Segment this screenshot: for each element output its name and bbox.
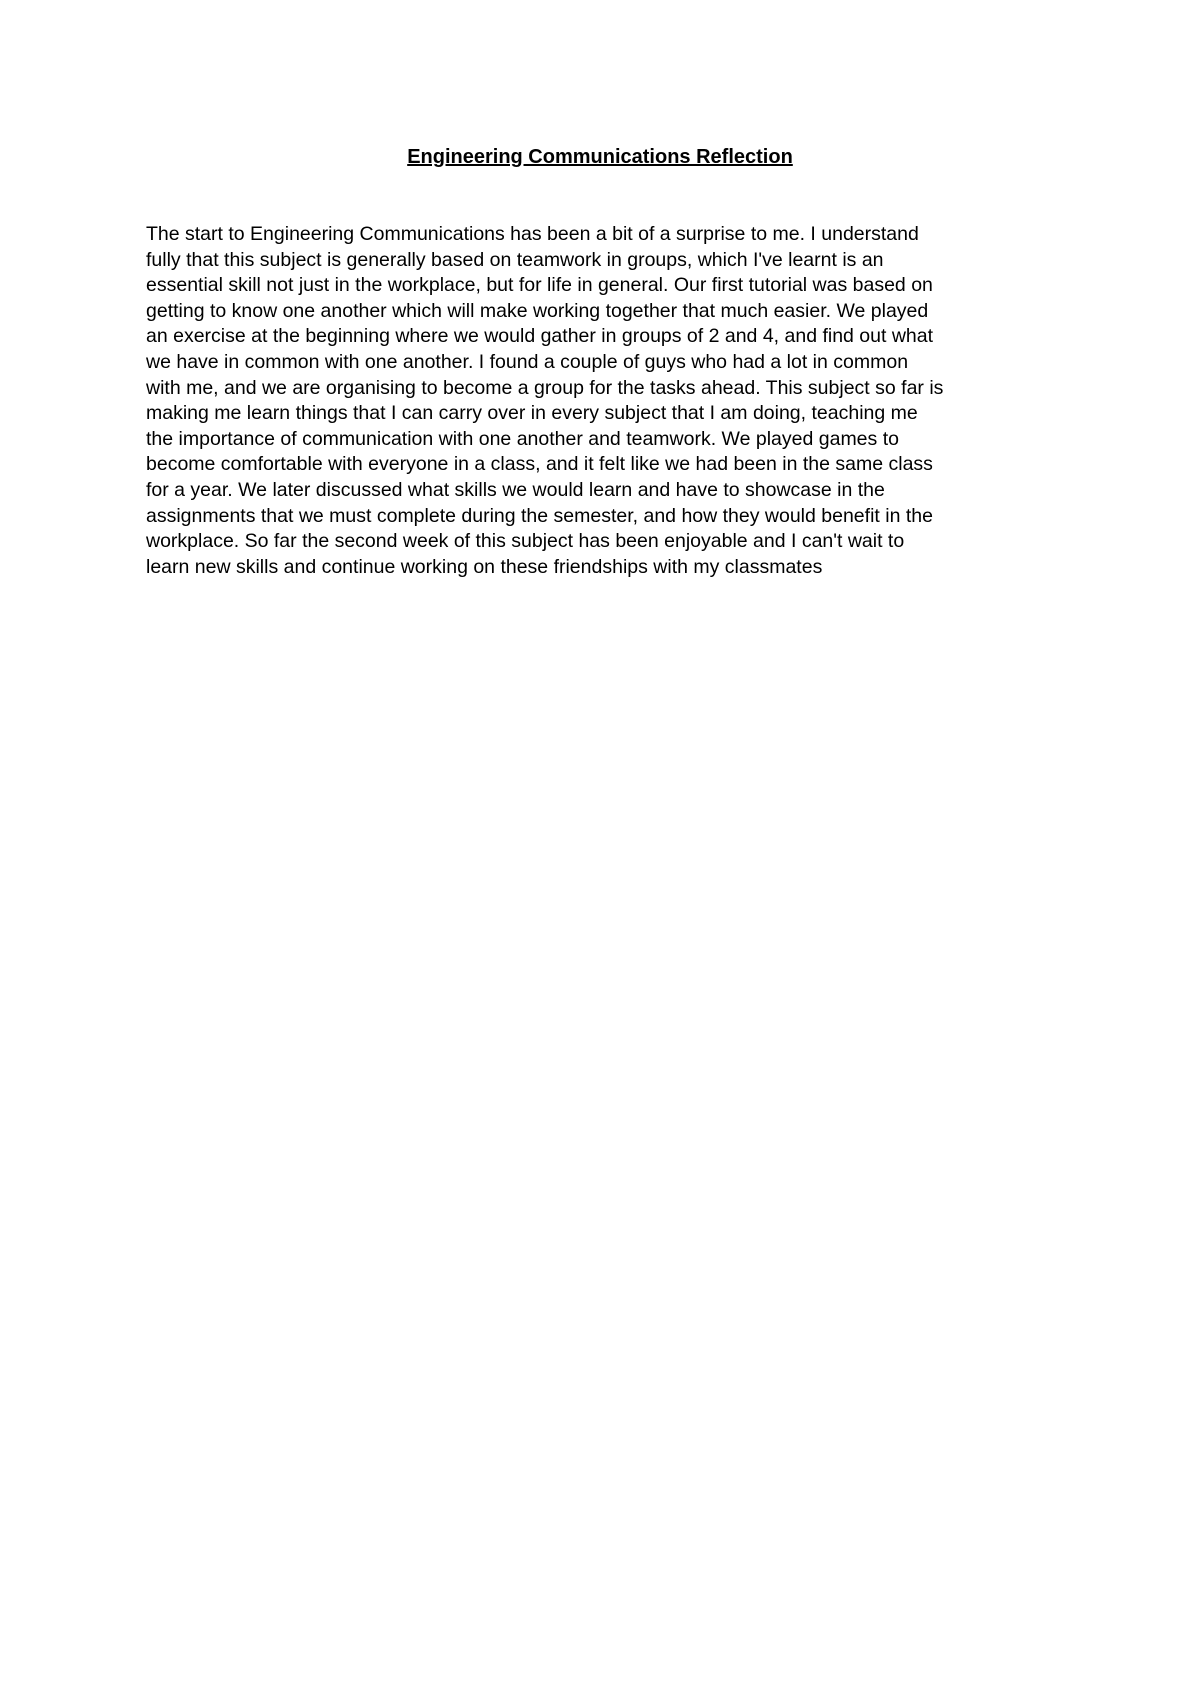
body-line: getting to know one another which will make working together that much easier. We played xyxy=(146,299,929,322)
body-line: fully that this subject is generally based on teamwork in groups, which I've learnt is an xyxy=(146,248,884,271)
body-line: with me, and we are organising to become a group for the tasks ahead. This subject so far is xyxy=(146,376,944,399)
body-line: making me learn things that I can carry over in every subject that I am doing, teaching me xyxy=(146,402,918,425)
body-line: the importance of communication with one another and teamwork. We played games to xyxy=(146,427,899,450)
document-title: Engineering Communications Reflection xyxy=(407,146,793,168)
body-line: become comfortable with everyone in a class, and it felt like we had been in the same class xyxy=(146,453,933,476)
body-line: for a year. We later discussed what skills we would learn and have to showcase in the xyxy=(146,478,885,501)
body-line: The start to Engineering Communications has been a bit of a surprise to me. I understand xyxy=(146,223,919,245)
document-body xyxy=(146,222,1086,580)
body-line: an exercise at the beginning where we would gather in groups of 2 and 4, and find out what xyxy=(146,325,934,348)
body-line: learn new skills and continue working on these friendships with my classmates xyxy=(146,555,823,578)
body-line: workplace. So far the second week of this subject has been enjoyable and I can't wait to xyxy=(146,530,905,553)
body-line: we have in common with one another. I found a couple of guys who had a lot in common xyxy=(146,350,909,373)
body-line: essential skill not just in the workplace, but for life in general. Our first tutorial was based on xyxy=(146,274,933,297)
body-line: assignments that we must complete during the semester, and how they would benefit in the xyxy=(146,504,933,527)
